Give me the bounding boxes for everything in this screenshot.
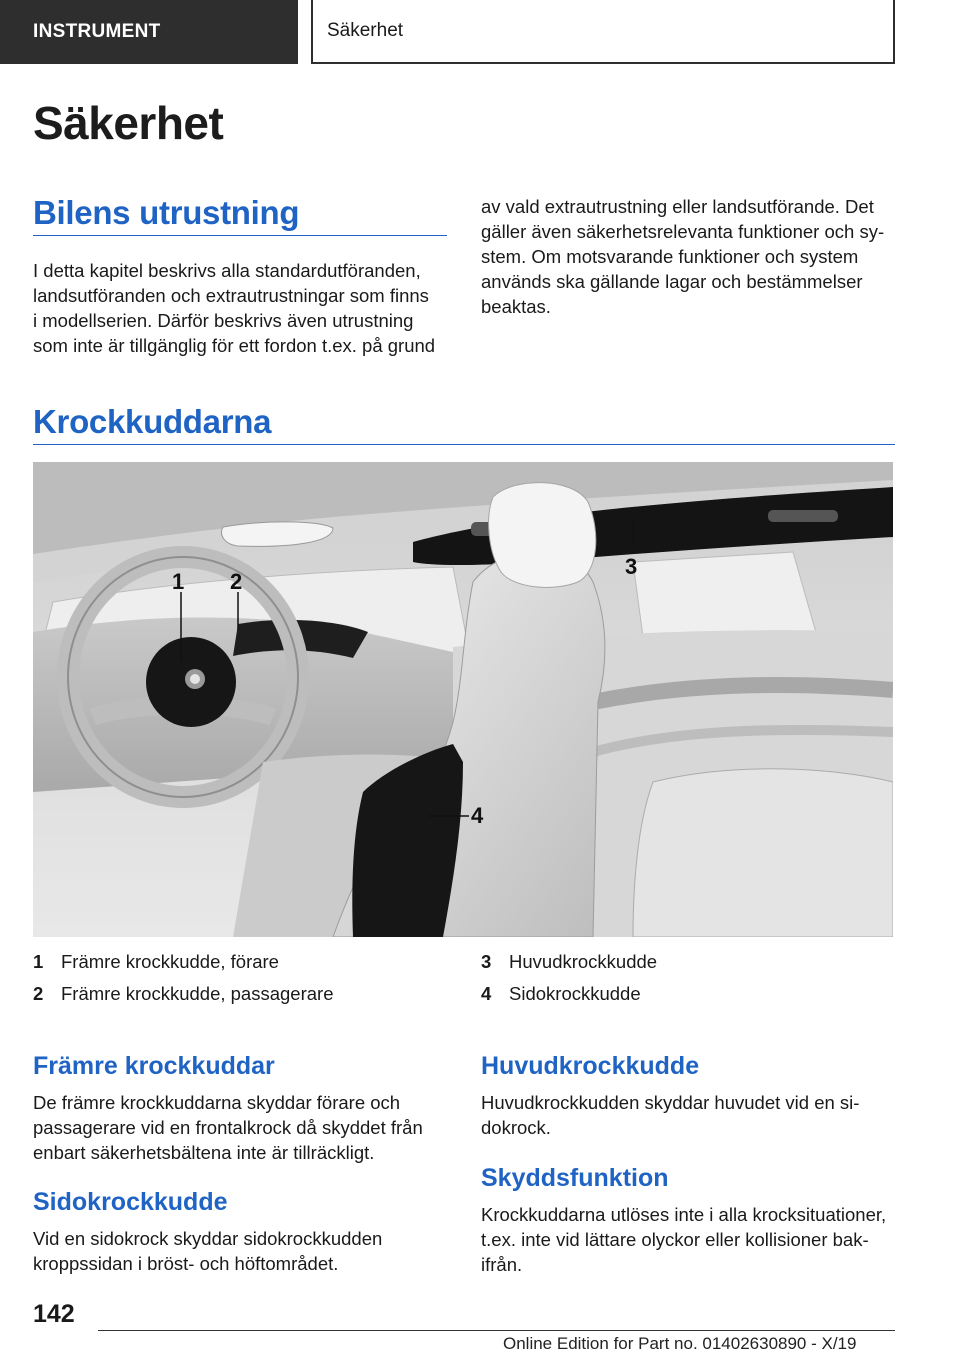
- head-airbag-text: [481, 1090, 911, 1140]
- text-line: enbart säkerhetsbältena inte är tillräckligt.: [33, 1142, 375, 1163]
- heading-front-airbags: Främre krockkuddar: [33, 1052, 275, 1080]
- header-section-label: INSTRUMENT: [33, 21, 161, 42]
- heading-rule: [33, 444, 895, 445]
- legend-number: 4: [481, 983, 492, 1004]
- heading-airbags: Krockkuddarna: [33, 403, 272, 440]
- legend-number: 3: [481, 951, 492, 972]
- callout-4: 4: [471, 803, 484, 828]
- text-line: i modellserien. Därför beskrivs även utrustning: [33, 310, 414, 331]
- text-line: Vid en sidokrock skyddar sidokrockkudden: [33, 1228, 383, 1249]
- legend-number: 1: [33, 951, 44, 972]
- text-line: De främre krockkuddarna skyddar förare och: [33, 1092, 401, 1113]
- text-line: I detta kapitel beskrivs alla standardutföranden,: [33, 260, 421, 281]
- figure-legend-right: [481, 946, 657, 1010]
- heading-protection: Skyddsfunktion: [481, 1164, 669, 1192]
- legend-item: [33, 946, 333, 978]
- header-section-tab: [0, 0, 298, 64]
- legend-text: Sidokrockkudde: [509, 983, 641, 1004]
- side-airbag-text: [33, 1226, 463, 1276]
- text-line: passagerare vid en frontalkrock då skyddet från: [33, 1117, 423, 1138]
- heading-rule: [33, 235, 447, 236]
- text-line: beaktas.: [481, 296, 551, 317]
- legend-text: Huvudkrockkudde: [509, 951, 658, 972]
- text-line: landsutföranden och extrautrustningar som finns: [33, 285, 429, 306]
- text-line: dokrock.: [481, 1117, 551, 1138]
- legend-number: 2: [33, 983, 44, 1004]
- protection-text: [481, 1202, 911, 1277]
- legend-item: [33, 978, 333, 1010]
- header-chapter-box: [311, 0, 895, 64]
- text-line: av vald extrautrustning eller landsutförande. Det: [481, 196, 874, 217]
- heading-head-airbag: Huvudkrockkudde: [481, 1052, 700, 1080]
- text-line: gäller även säkerhetsrelevanta funktioner och sy-: [481, 221, 885, 242]
- text-line: som inte är tillgänglig för ett fordon t.ex. på grund: [33, 335, 436, 356]
- legend-text: Främre krockkudde, passagerare: [61, 983, 334, 1004]
- equipment-text-right: [481, 194, 901, 319]
- car-interior-drawing: [33, 462, 893, 937]
- header-chapter-label: Säkerhet: [327, 20, 404, 41]
- callout-1: 1: [172, 569, 185, 594]
- airbag-illustration: [33, 462, 893, 937]
- text-line: Huvudkrockkudden skyddar huvudet vid en si-: [481, 1092, 860, 1113]
- legend-item: [481, 946, 657, 978]
- heading-side-airbag: Sidokrockkudde: [33, 1188, 228, 1216]
- footer-rule: [98, 1330, 895, 1331]
- text-line: ifrån.: [481, 1254, 523, 1275]
- callout-3: 3: [625, 554, 638, 579]
- text-line: stem. Om motsvarande funktioner och system: [481, 246, 859, 267]
- page-number: 142: [33, 1300, 75, 1328]
- text-line: används ska gällande lagar och bestämmelser: [481, 271, 863, 292]
- text-line: kroppssidan i bröst- och höftområdet.: [33, 1253, 339, 1274]
- callout-2: 2: [230, 569, 243, 594]
- heading-equipment: Bilens utrustning: [33, 194, 300, 231]
- legend-text: Främre krockkudde, förare: [61, 951, 279, 972]
- legend-item: [481, 978, 657, 1010]
- footer-edition: Online Edition for Part no. 01402630890 - X/19: [503, 1334, 857, 1353]
- figure-legend-left: [33, 946, 333, 1010]
- text-line: t.ex. inte vid lättare olyckor eller kollisioner bak-: [481, 1229, 869, 1250]
- front-airbags-text: [33, 1090, 463, 1165]
- page-title: Säkerhet: [33, 97, 224, 149]
- equipment-text-left: [33, 258, 453, 358]
- text-line: Krockkuddarna utlöses inte i alla krocksituationer,: [481, 1204, 887, 1225]
